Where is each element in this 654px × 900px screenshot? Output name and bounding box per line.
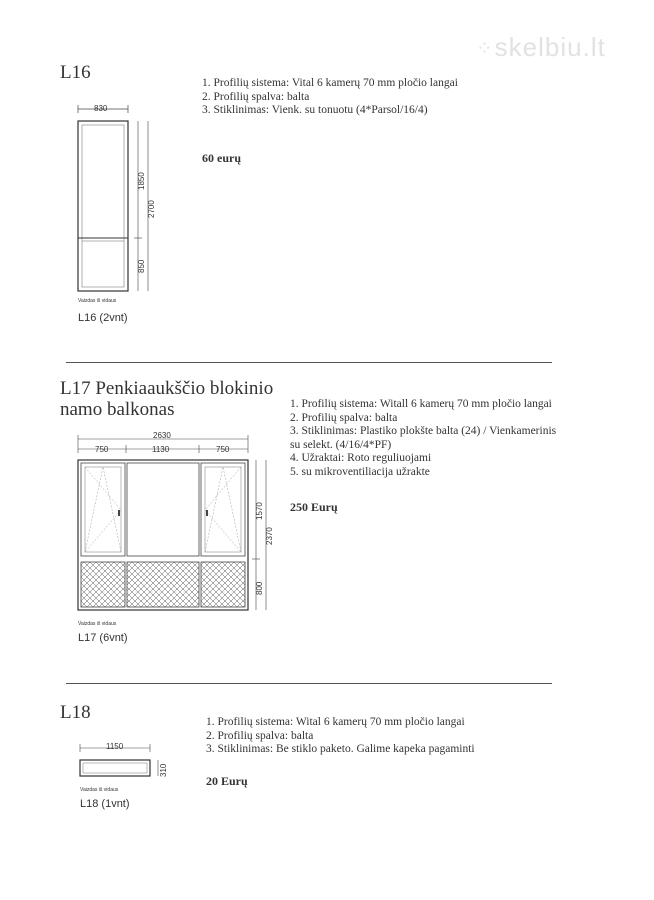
dim-middle-label: 1130 <box>152 445 170 454</box>
dim-upper-label: 1570 <box>255 502 264 520</box>
drawing-l16 <box>70 98 160 303</box>
dim-right-label: 750 <box>216 445 230 454</box>
spec-item: 1. Profilių sistema: Wital 6 kamerų 70 mm pločio langai <box>206 716 465 728</box>
dim-total-height-label: 2370 <box>265 527 274 545</box>
view-note-l18: Vaizdas iš vidaus <box>80 787 119 793</box>
spec-item: 3. Stiklinimas: Vienk. su tonuotu (4*Parsol/16/4) <box>202 104 428 116</box>
title-line: L17 Penkiaaukščio blokinio <box>60 378 274 399</box>
view-note-l17: Vaizdas iš vidaus <box>78 621 117 627</box>
price-l16: 60 eurų <box>202 151 241 165</box>
section-title-l16: L16 <box>60 62 91 83</box>
spec-list-l18 <box>206 716 475 757</box>
spec-item: 3. Stiklinimas: Be stiklo paketo. Galime kapeka pagaminti <box>206 743 475 755</box>
drawing-l17 <box>66 430 286 620</box>
dim-lower-label: 800 <box>255 581 264 595</box>
dim-height-label: 310 <box>159 763 168 777</box>
dim-total-width-label: 2630 <box>153 431 171 440</box>
view-note-l16: Vaizdas iš vidaus <box>78 298 117 304</box>
spec-item: 2. Profilių spalva: balta <box>202 90 310 103</box>
section-title-l17 <box>60 378 273 420</box>
price-l18: 20 Eurų <box>206 774 248 788</box>
section-divider <box>66 362 552 363</box>
dim-width-label: 1150 <box>106 742 124 751</box>
dim-width-label: 830 <box>94 104 108 113</box>
spec-list-l16 <box>202 77 458 118</box>
watermark: skelbiu.lt <box>494 32 606 62</box>
section-title-l18: L18 <box>60 702 91 723</box>
spec-item: 1. Profilių sistema: Witall 6 kamerų 70 mm pločio langai <box>290 398 552 410</box>
spec-item: 5. su mikroventiliacija užrakte <box>290 465 430 478</box>
section-divider <box>66 683 552 684</box>
caption-l17: L17 (6vnt) <box>78 632 128 644</box>
watermark-logo-icon: ⁘ <box>476 38 493 60</box>
spec-item: 3. Stiklinimas: Plastiko plokšte balta (24) / Vienkamerinis <box>290 425 557 437</box>
spec-item: 4. Užraktai: Roto reguliuojami <box>290 452 432 464</box>
caption-l16: L16 (2vnt) <box>78 312 128 324</box>
dim-left-label: 750 <box>95 445 109 454</box>
spec-item: 2. Profilių spalva: balta <box>290 411 398 424</box>
spec-item: su selekt. (4/16/4*PF) <box>290 438 392 451</box>
dim-lower-label: 850 <box>137 259 146 273</box>
title-line: namo balkonas <box>60 399 175 420</box>
dim-upper-label: 1850 <box>137 172 146 190</box>
price-l17: 250 Eurų <box>290 500 338 514</box>
spec-item: 1. Profilių sistema: Vital 6 kamerų 70 mm pločio langai <box>202 77 458 89</box>
spec-item: 2. Profilių spalva: balta <box>206 729 314 742</box>
spec-list-l17 <box>290 398 556 479</box>
drawing-l18 <box>70 740 180 785</box>
dim-total-label: 2700 <box>147 200 156 218</box>
caption-l18: L18 (1vnt) <box>80 798 130 810</box>
